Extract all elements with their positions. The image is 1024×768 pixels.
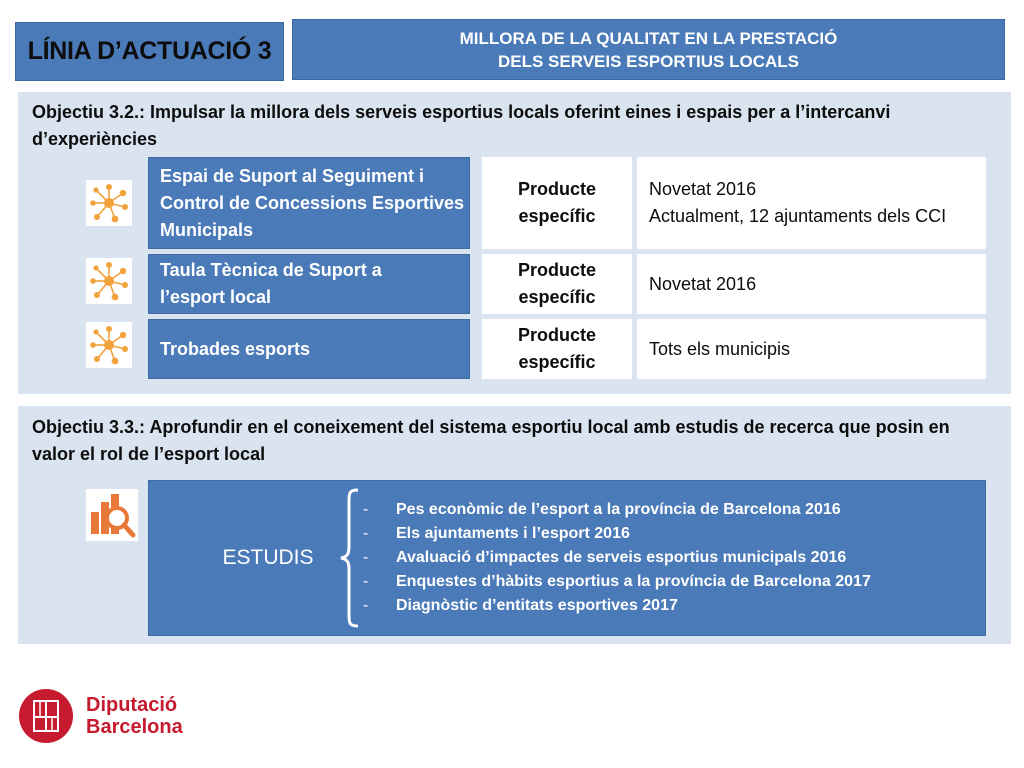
studies-list: [363, 498, 963, 618]
row-1-note-line2: Actualment, 12 ajuntaments dels CCI: [649, 206, 947, 226]
brand-line-2: Barcelona: [86, 716, 183, 738]
objective-3-3-title: Objectiu 3.3.: Aprofundir en el coneixement del sistema esportiu local amb estudis de recerca que posin en valor el rol de l’esport local: [32, 417, 950, 464]
row-2-type: [482, 254, 632, 314]
line-title: [15, 22, 284, 81]
row-1-note: [637, 157, 986, 249]
line-subtitle: [292, 19, 1005, 80]
row-1-type: [482, 157, 632, 249]
row-2-note: [637, 254, 986, 314]
list-item: - Enquestes d’hàbits esportius a la província de Barcelona 2017: [363, 573, 871, 590]
row-1-name: [148, 157, 470, 249]
objective-3-2-title: Objectiu 3.2.: Impulsar la millora dels serveis esportius locals oferint eines i espais per a l’intercanvi d’experiències: [32, 102, 891, 149]
row-3-type: [482, 319, 632, 379]
row-1-name-text: Espai de Suport al Seguiment i Control de Concessions Esportives Municipals: [160, 165, 465, 240]
list-item: - Pes econòmic de l’esport a la província de Barcelona 2016: [363, 501, 841, 518]
list-item: - Els ajuntaments i l’esport 2016: [363, 525, 630, 542]
brand-logo-text: [86, 694, 183, 738]
brand-line-1: Diputació: [86, 694, 178, 716]
studies-label: ESTUDIS: [222, 546, 314, 569]
list-item: - Diagnòstic d’entitats esportives 2017: [363, 597, 678, 614]
brace-icon: [338, 487, 362, 629]
network-icon: [86, 322, 132, 368]
line-subtitle-1: MILLORA DE LA QUALITAT EN LA PRESTACIÓ: [459, 28, 838, 48]
row-2-name-text: Taula Tècnica de Suport a l’esport local: [160, 260, 382, 307]
row-1-type-text: Producte específic: [517, 179, 596, 226]
row-2-type-text: Producte específic: [517, 260, 596, 307]
row-1-note-line1: Novetat 2016: [649, 179, 757, 199]
list-item: - Avaluació d’impactes de serveis esportius municipals 2016: [363, 549, 847, 566]
row-3-note-line1: Tots els municipis: [649, 338, 791, 359]
diputacio-seal-icon: [18, 688, 74, 744]
row-3-note: [637, 319, 986, 379]
line-subtitle-2: DELS SERVEIS ESPORTIUS LOCALS: [497, 51, 800, 71]
row-2-name: [148, 254, 470, 314]
row-3-type-text: Producte específic: [517, 325, 596, 372]
row-2-note-line1: Novetat 2016: [649, 273, 757, 294]
row-3-name: [148, 319, 470, 379]
network-icon: [86, 258, 132, 304]
network-icon: [86, 180, 132, 226]
bar-chart-magnifier-icon: [86, 489, 138, 541]
line-title-text: LÍNIA D’ACTUACIÓ 3: [27, 37, 272, 65]
row-3-name-text: Trobades esports: [160, 338, 311, 359]
